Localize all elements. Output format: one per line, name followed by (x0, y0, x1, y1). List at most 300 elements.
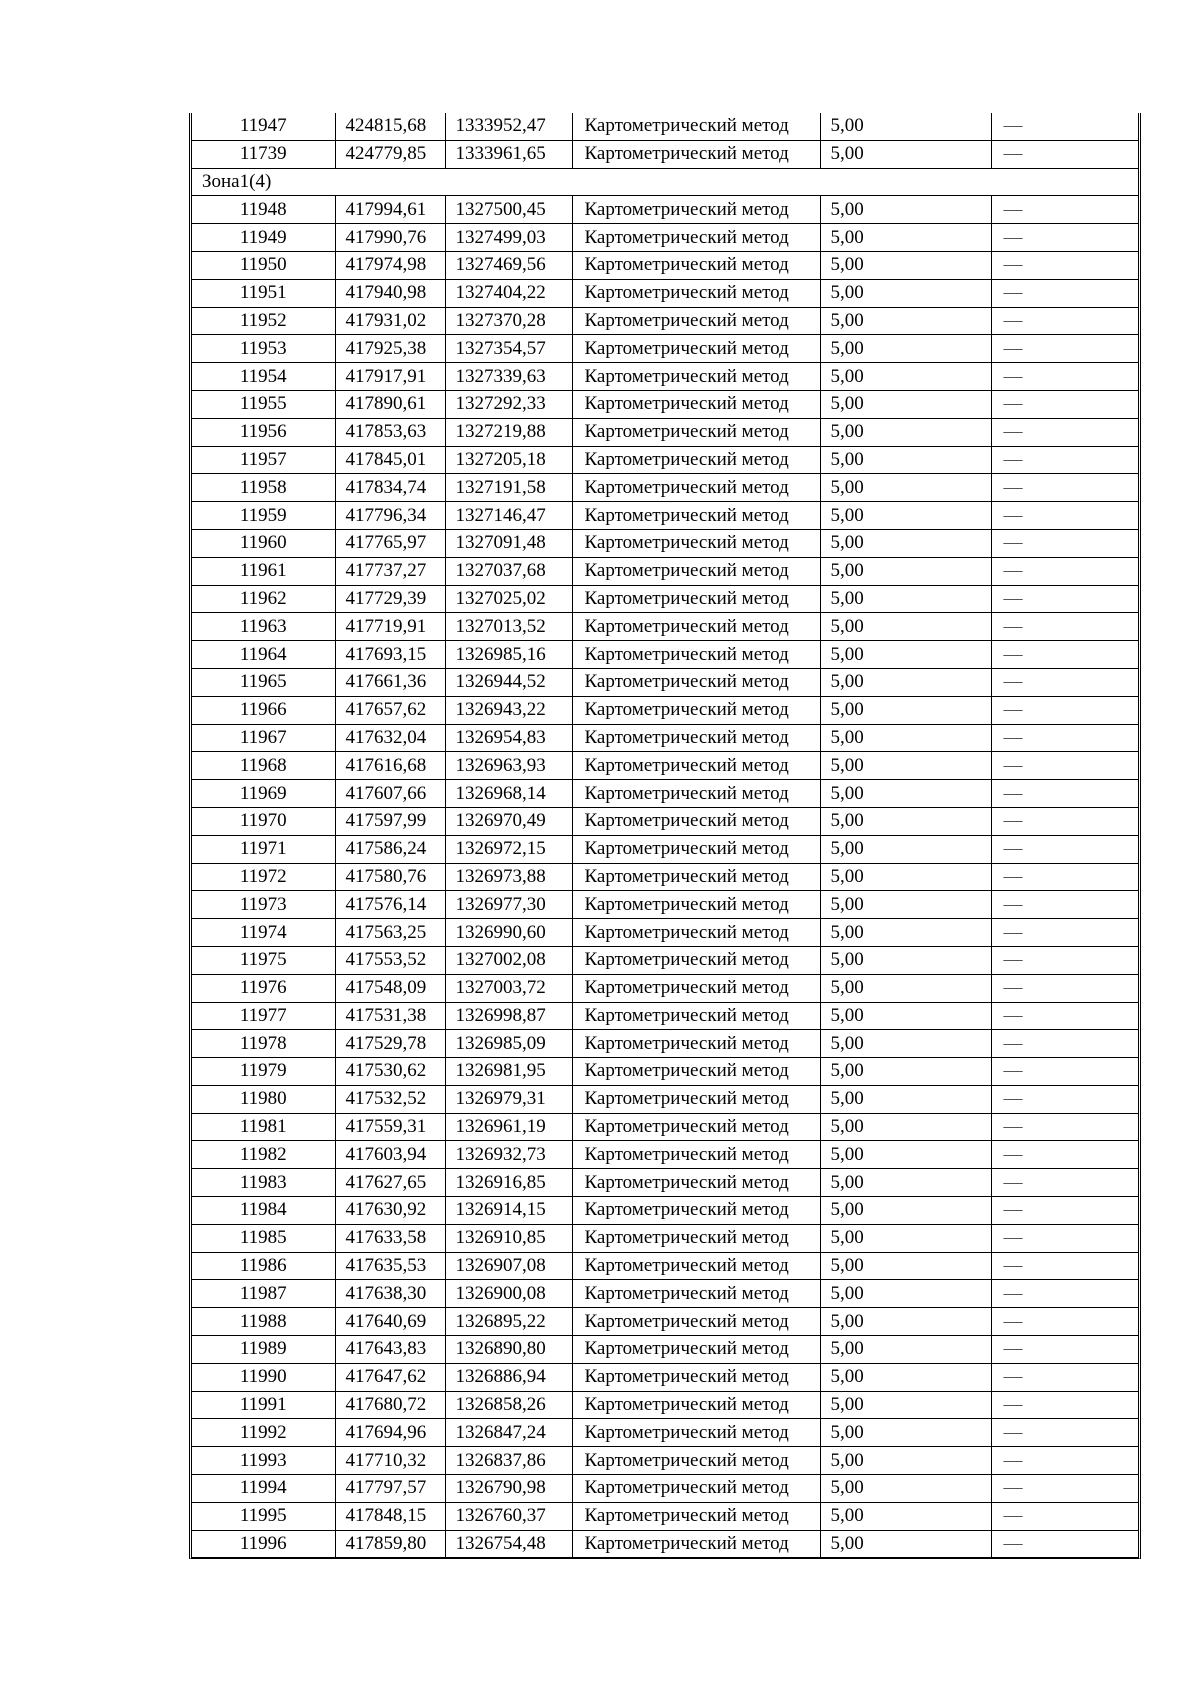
coordinate-x-cell: 417859,80 (335, 1530, 445, 1558)
method-cell: Картометрический метод (572, 1030, 820, 1058)
accuracy-cell: 5,00 (820, 1085, 991, 1113)
coordinate-x-cell: 417616,68 (335, 752, 445, 780)
point-number-cell: 11963 (192, 613, 335, 641)
description-cell: — (991, 363, 1138, 391)
coordinate-y-cell: 1326858,26 (445, 1391, 572, 1419)
description-cell: — (991, 891, 1138, 919)
coordinate-y-cell: 1326985,09 (445, 1030, 572, 1058)
description-cell: — (991, 390, 1138, 418)
method-cell: Картометрический метод (572, 1363, 820, 1391)
point-number-cell: 11968 (192, 752, 335, 780)
accuracy-cell: 5,00 (820, 1197, 991, 1225)
coordinate-y-cell: 1326895,22 (445, 1308, 572, 1336)
table-row (192, 668, 1138, 696)
coordinate-y-cell: 1327146,47 (445, 502, 572, 530)
table-row (192, 1169, 1138, 1197)
method-cell: Картометрический метод (572, 613, 820, 641)
point-number-cell: 11988 (192, 1308, 335, 1336)
description-cell: — (991, 1502, 1138, 1530)
point-number-cell: 11977 (192, 1002, 335, 1030)
method-cell: Картометрический метод (572, 974, 820, 1002)
description-cell: — (991, 613, 1138, 641)
point-number-cell: 11955 (192, 390, 335, 418)
point-number-cell: 11976 (192, 974, 335, 1002)
coordinate-y-cell: 1327025,02 (445, 585, 572, 613)
method-cell: Картометрический метод (572, 780, 820, 808)
method-cell: Картометрический метод (572, 502, 820, 530)
table-row (192, 974, 1138, 1002)
table-row (192, 613, 1138, 641)
coordinate-x-cell: 417917,91 (335, 363, 445, 391)
point-number-cell: 11975 (192, 946, 335, 974)
point-number-cell: 11996 (192, 1530, 335, 1558)
point-number-cell: 11966 (192, 696, 335, 724)
coordinate-y-cell: 1326961,19 (445, 1113, 572, 1141)
point-number-cell: 11994 (192, 1475, 335, 1503)
description-cell: — (991, 557, 1138, 585)
table-row (192, 1252, 1138, 1280)
accuracy-cell: 5,00 (820, 1475, 991, 1503)
accuracy-cell: 5,00 (820, 474, 991, 502)
point-number-cell: 11967 (192, 724, 335, 752)
coordinate-x-cell: 417765,97 (335, 529, 445, 557)
method-cell: Картометрический метод (572, 1113, 820, 1141)
accuracy-cell: 5,00 (820, 946, 991, 974)
method-cell: Картометрический метод (572, 251, 820, 279)
point-number-cell: 11951 (192, 279, 335, 307)
accuracy-cell: 5,00 (820, 1113, 991, 1141)
description-cell: — (991, 224, 1138, 252)
description-cell: — (991, 1141, 1138, 1169)
method-cell: Картометрический метод (572, 807, 820, 835)
accuracy-cell: 5,00 (820, 1169, 991, 1197)
method-cell: Картометрический метод (572, 1308, 820, 1336)
coordinate-x-cell: 417597,99 (335, 807, 445, 835)
point-number-cell: 11989 (192, 1336, 335, 1364)
coordinate-x-cell: 417633,58 (335, 1224, 445, 1252)
table-row (192, 1224, 1138, 1252)
description-cell: — (991, 1113, 1138, 1141)
coordinate-y-cell: 1327002,08 (445, 946, 572, 974)
point-number-cell: 11956 (192, 418, 335, 446)
description-cell: — (991, 1391, 1138, 1419)
table-row (192, 752, 1138, 780)
description-cell: — (991, 1419, 1138, 1447)
method-cell: Картометрический метод (572, 1530, 820, 1558)
method-cell: Картометрический метод (572, 668, 820, 696)
description-cell: — (991, 1197, 1138, 1225)
description-cell: — (991, 1085, 1138, 1113)
description-cell: — (991, 418, 1138, 446)
point-number-cell: 11950 (192, 251, 335, 279)
accuracy-cell: 5,00 (820, 1308, 991, 1336)
zone-header-row (192, 168, 1138, 196)
description-cell: — (991, 113, 1138, 140)
coordinate-x-cell: 417925,38 (335, 335, 445, 363)
accuracy-cell: 5,00 (820, 807, 991, 835)
coordinate-y-cell: 1326837,86 (445, 1447, 572, 1475)
method-cell: Картометрический метод (572, 557, 820, 585)
point-number-cell: 11973 (192, 891, 335, 919)
point-number-cell: 11970 (192, 807, 335, 835)
description-cell: — (991, 1475, 1138, 1503)
accuracy-cell: 5,00 (820, 1530, 991, 1558)
method-cell: Картометрический метод (572, 1419, 820, 1447)
description-cell: — (991, 780, 1138, 808)
table-row (192, 724, 1138, 752)
description-cell: — (991, 529, 1138, 557)
table-row (192, 1502, 1138, 1530)
table-row (192, 1363, 1138, 1391)
accuracy-cell: 5,00 (820, 251, 991, 279)
accuracy-cell: 5,00 (820, 1336, 991, 1364)
table-row (192, 863, 1138, 891)
method-cell: Картометрический метод (572, 696, 820, 724)
point-number-cell: 11971 (192, 835, 335, 863)
method-cell: Картометрический метод (572, 946, 820, 974)
coordinate-y-cell: 1326847,24 (445, 1419, 572, 1447)
coordinate-x-cell: 417586,24 (335, 835, 445, 863)
coordinate-y-cell: 1326981,95 (445, 1058, 572, 1086)
table-row (192, 641, 1138, 669)
accuracy-cell: 5,00 (820, 724, 991, 752)
accuracy-cell: 5,00 (820, 390, 991, 418)
coordinate-x-cell: 417635,53 (335, 1252, 445, 1280)
coordinate-x-cell: 417694,96 (335, 1419, 445, 1447)
table-row (192, 1308, 1138, 1336)
table-row (192, 891, 1138, 919)
accuracy-cell: 5,00 (820, 613, 991, 641)
coordinate-x-cell: 417576,14 (335, 891, 445, 919)
coordinate-x-cell: 417737,27 (335, 557, 445, 585)
table-row (192, 251, 1138, 279)
accuracy-cell: 5,00 (820, 891, 991, 919)
table-row (192, 1002, 1138, 1030)
point-number-cell: 11978 (192, 1030, 335, 1058)
coordinate-y-cell: 1327354,57 (445, 335, 572, 363)
description-cell: — (991, 946, 1138, 974)
coordinate-y-cell: 1326900,08 (445, 1280, 572, 1308)
coordinate-x-cell: 417563,25 (335, 919, 445, 947)
point-number-cell: 11982 (192, 1141, 335, 1169)
description-cell: — (991, 1252, 1138, 1280)
coordinate-y-cell: 1327292,33 (445, 390, 572, 418)
accuracy-cell: 5,00 (820, 1419, 991, 1447)
coordinates-table-container (189, 113, 1141, 1559)
accuracy-cell: 5,00 (820, 224, 991, 252)
coordinate-y-cell: 1326970,49 (445, 807, 572, 835)
coordinate-y-cell: 1326968,14 (445, 780, 572, 808)
accuracy-cell: 5,00 (820, 1502, 991, 1530)
method-cell: Картометрический метод (572, 919, 820, 947)
point-number-cell: 11987 (192, 1280, 335, 1308)
method-cell: Картометрический метод (572, 1475, 820, 1503)
description-cell: — (991, 696, 1138, 724)
point-number-cell: 11981 (192, 1113, 335, 1141)
description-cell: — (991, 807, 1138, 835)
point-number-cell: 11952 (192, 307, 335, 335)
coordinate-x-cell: 417638,30 (335, 1280, 445, 1308)
point-number-cell: 11985 (192, 1224, 335, 1252)
description-cell: — (991, 1447, 1138, 1475)
method-cell: Картометрический метод (572, 1002, 820, 1030)
accuracy-cell: 5,00 (820, 1002, 991, 1030)
coordinate-x-cell: 417710,32 (335, 1447, 445, 1475)
coordinate-x-cell: 417657,62 (335, 696, 445, 724)
table-row (192, 307, 1138, 335)
point-number-cell: 11965 (192, 668, 335, 696)
coordinate-x-cell: 417940,98 (335, 279, 445, 307)
method-cell: Картометрический метод (572, 1224, 820, 1252)
description-cell: — (991, 668, 1138, 696)
accuracy-cell: 5,00 (820, 1391, 991, 1419)
description-cell: — (991, 279, 1138, 307)
description-cell: — (991, 974, 1138, 1002)
coordinate-x-cell: 417531,38 (335, 1002, 445, 1030)
table-row (192, 474, 1138, 502)
point-number-cell: 11984 (192, 1197, 335, 1225)
coordinate-x-cell: 417797,57 (335, 1475, 445, 1503)
description-cell: — (991, 1363, 1138, 1391)
coordinate-y-cell: 1327219,88 (445, 418, 572, 446)
description-cell: — (991, 140, 1138, 168)
method-cell: Картометрический метод (572, 1280, 820, 1308)
table-row (192, 919, 1138, 947)
table-row (192, 224, 1138, 252)
method-cell: Картометрический метод (572, 891, 820, 919)
method-cell: Картометрический метод (572, 1058, 820, 1086)
method-cell: Картометрический метод (572, 1447, 820, 1475)
accuracy-cell: 5,00 (820, 529, 991, 557)
point-number-cell: 11990 (192, 1363, 335, 1391)
accuracy-cell: 5,00 (820, 446, 991, 474)
coordinate-y-cell: 1326890,80 (445, 1336, 572, 1364)
description-cell: — (991, 335, 1138, 363)
point-number-cell: 11979 (192, 1058, 335, 1086)
coordinate-y-cell: 1327013,52 (445, 613, 572, 641)
method-cell: Картометрический метод (572, 1391, 820, 1419)
coordinate-x-cell: 417559,31 (335, 1113, 445, 1141)
method-cell: Картометрический метод (572, 752, 820, 780)
method-cell: Картометрический метод (572, 529, 820, 557)
description-cell: — (991, 1169, 1138, 1197)
coordinate-y-cell: 1326990,60 (445, 919, 572, 947)
table-row (192, 557, 1138, 585)
method-cell: Картометрический метод (572, 113, 820, 140)
description-cell: — (991, 1030, 1138, 1058)
accuracy-cell: 5,00 (820, 919, 991, 947)
coordinate-x-cell: 417532,52 (335, 1085, 445, 1113)
accuracy-cell: 5,00 (820, 1141, 991, 1169)
method-cell: Картометрический метод (572, 1197, 820, 1225)
method-cell: Картометрический метод (572, 474, 820, 502)
coordinate-y-cell: 1326907,08 (445, 1252, 572, 1280)
description-cell: — (991, 196, 1138, 224)
description-cell: — (991, 1058, 1138, 1086)
table-row (192, 835, 1138, 863)
coordinate-y-cell: 1326910,85 (445, 1224, 572, 1252)
coordinate-y-cell: 1326943,22 (445, 696, 572, 724)
coordinate-x-cell: 417845,01 (335, 446, 445, 474)
coordinate-y-cell: 1327499,03 (445, 224, 572, 252)
description-cell: — (991, 1530, 1138, 1558)
table-row (192, 585, 1138, 613)
accuracy-cell: 5,00 (820, 863, 991, 891)
table-row (192, 1058, 1138, 1086)
accuracy-cell: 5,00 (820, 1280, 991, 1308)
description-cell: — (991, 919, 1138, 947)
accuracy-cell: 5,00 (820, 502, 991, 530)
method-cell: Картометрический метод (572, 641, 820, 669)
description-cell: — (991, 502, 1138, 530)
accuracy-cell: 5,00 (820, 1058, 991, 1086)
coordinate-x-cell: 417580,76 (335, 863, 445, 891)
table-row (192, 1530, 1138, 1558)
accuracy-cell: 5,00 (820, 974, 991, 1002)
coordinate-x-cell: 417603,94 (335, 1141, 445, 1169)
coordinate-x-cell: 417680,72 (335, 1391, 445, 1419)
coordinate-x-cell: 417931,02 (335, 307, 445, 335)
table-row (192, 502, 1138, 530)
coordinate-x-cell: 424815,68 (335, 113, 445, 140)
accuracy-cell: 5,00 (820, 418, 991, 446)
coordinate-x-cell: 417607,66 (335, 780, 445, 808)
method-cell: Картометрический метод (572, 390, 820, 418)
point-number-cell: 11949 (192, 224, 335, 252)
coordinate-y-cell: 1327339,63 (445, 363, 572, 391)
description-cell: — (991, 1280, 1138, 1308)
accuracy-cell: 5,00 (820, 363, 991, 391)
coordinate-x-cell: 417661,36 (335, 668, 445, 696)
accuracy-cell: 5,00 (820, 307, 991, 335)
coordinate-y-cell: 1327003,72 (445, 974, 572, 1002)
point-number-cell: 11948 (192, 196, 335, 224)
point-number-cell: 11957 (192, 446, 335, 474)
accuracy-cell: 5,00 (820, 196, 991, 224)
accuracy-cell: 5,00 (820, 1363, 991, 1391)
method-cell: Картометрический метод (572, 835, 820, 863)
coordinate-x-cell: 417890,61 (335, 390, 445, 418)
coordinate-y-cell: 1326790,98 (445, 1475, 572, 1503)
description-cell: — (991, 307, 1138, 335)
table-row (192, 1197, 1138, 1225)
method-cell: Картометрический метод (572, 585, 820, 613)
table-row (192, 1391, 1138, 1419)
accuracy-cell: 5,00 (820, 140, 991, 168)
coordinate-y-cell: 1327370,28 (445, 307, 572, 335)
point-number-cell: 11974 (192, 919, 335, 947)
method-cell: Картометрический метод (572, 1169, 820, 1197)
coordinate-y-cell: 1326760,37 (445, 1502, 572, 1530)
accuracy-cell: 5,00 (820, 1252, 991, 1280)
table-row (192, 529, 1138, 557)
point-number-cell: 11983 (192, 1169, 335, 1197)
table-row (192, 140, 1138, 168)
point-number-cell: 11972 (192, 863, 335, 891)
coordinate-y-cell: 1333961,65 (445, 140, 572, 168)
table-row (192, 807, 1138, 835)
method-cell: Картометрический метод (572, 335, 820, 363)
point-number-cell: 11960 (192, 529, 335, 557)
accuracy-cell: 5,00 (820, 1224, 991, 1252)
coordinate-y-cell: 1326944,52 (445, 668, 572, 696)
coordinate-x-cell: 417719,91 (335, 613, 445, 641)
description-cell: — (991, 446, 1138, 474)
table-row (192, 446, 1138, 474)
coordinates-table (192, 113, 1138, 1558)
coordinate-y-cell: 1326977,30 (445, 891, 572, 919)
coordinate-x-cell: 417627,65 (335, 1169, 445, 1197)
coordinate-x-cell: 417643,83 (335, 1336, 445, 1364)
coordinate-x-cell: 417853,63 (335, 418, 445, 446)
coordinate-x-cell: 417848,15 (335, 1502, 445, 1530)
point-number-cell: 11958 (192, 474, 335, 502)
coordinate-y-cell: 1327091,48 (445, 529, 572, 557)
coordinate-y-cell: 1327500,45 (445, 196, 572, 224)
point-number-cell: 11992 (192, 1419, 335, 1447)
coordinate-x-cell: 417834,74 (335, 474, 445, 502)
accuracy-cell: 5,00 (820, 752, 991, 780)
description-cell: — (991, 1308, 1138, 1336)
description-cell: — (991, 641, 1138, 669)
coordinate-x-cell: 417640,69 (335, 1308, 445, 1336)
point-number-cell: 11739 (192, 140, 335, 168)
point-number-cell: 11991 (192, 1391, 335, 1419)
method-cell: Картометрический метод (572, 363, 820, 391)
accuracy-cell: 5,00 (820, 668, 991, 696)
point-number-cell: 11947 (192, 113, 335, 140)
method-cell: Картометрический метод (572, 140, 820, 168)
coordinate-y-cell: 1326979,31 (445, 1085, 572, 1113)
method-cell: Картометрический метод (572, 196, 820, 224)
table-row (192, 113, 1138, 140)
coordinate-y-cell: 1326985,16 (445, 641, 572, 669)
description-cell: — (991, 1002, 1138, 1030)
coordinate-x-cell: 417632,04 (335, 724, 445, 752)
coordinate-y-cell: 1333952,47 (445, 113, 572, 140)
coordinate-x-cell: 417647,62 (335, 1363, 445, 1391)
point-number-cell: 11993 (192, 1447, 335, 1475)
description-cell: — (991, 251, 1138, 279)
accuracy-cell: 5,00 (820, 696, 991, 724)
coordinate-y-cell: 1327191,58 (445, 474, 572, 502)
coordinate-x-cell: 417529,78 (335, 1030, 445, 1058)
description-cell: — (991, 1224, 1138, 1252)
table-row (192, 1280, 1138, 1308)
point-number-cell: 11980 (192, 1085, 335, 1113)
point-number-cell: 11986 (192, 1252, 335, 1280)
coordinate-x-cell: 417994,61 (335, 196, 445, 224)
description-cell: — (991, 752, 1138, 780)
coordinate-x-cell: 417796,34 (335, 502, 445, 530)
description-cell: — (991, 863, 1138, 891)
coordinate-y-cell: 1327205,18 (445, 446, 572, 474)
coordinate-x-cell: 424779,85 (335, 140, 445, 168)
table-row (192, 946, 1138, 974)
coordinate-y-cell: 1326954,83 (445, 724, 572, 752)
coordinate-y-cell: 1327037,68 (445, 557, 572, 585)
accuracy-cell: 5,00 (820, 557, 991, 585)
table-row (192, 196, 1138, 224)
coordinate-x-cell: 417990,76 (335, 224, 445, 252)
coordinate-x-cell: 417974,98 (335, 251, 445, 279)
point-number-cell: 11995 (192, 1502, 335, 1530)
accuracy-cell: 5,00 (820, 835, 991, 863)
coordinate-x-cell: 417693,15 (335, 641, 445, 669)
table-row (192, 363, 1138, 391)
description-cell: — (991, 585, 1138, 613)
table-row (192, 1113, 1138, 1141)
